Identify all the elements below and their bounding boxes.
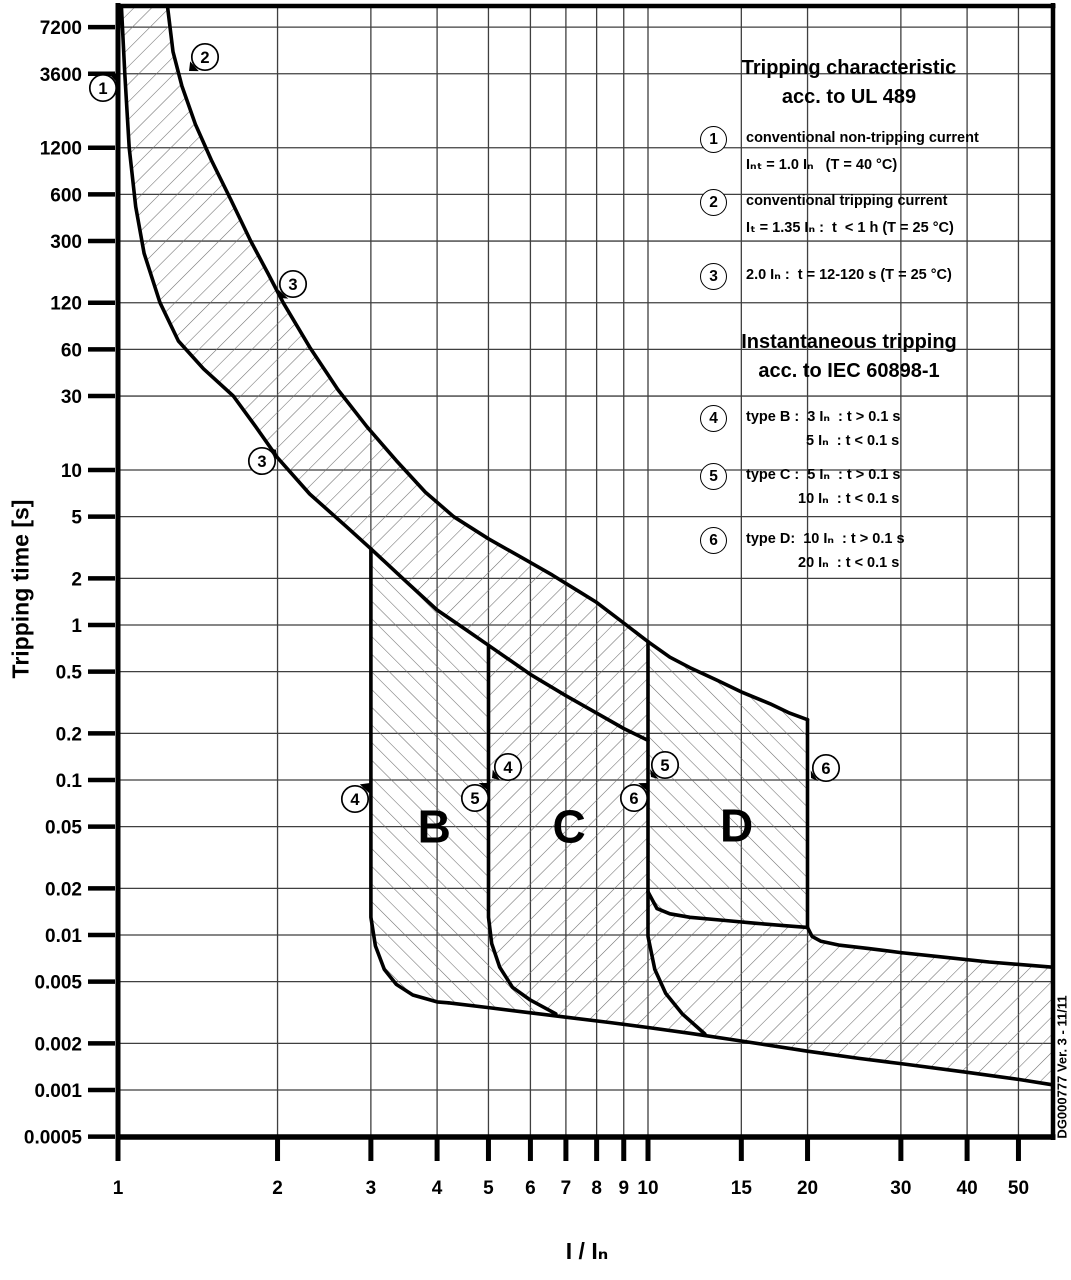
y-tick-label: 30 (60, 387, 82, 409)
x-tick-label: 9 (618, 1178, 630, 1199)
y-tick-label: 2 (71, 569, 82, 591)
legend-item-3-text: 2.0 Iₙ : t = 12-120 s (T = 25 °C) (746, 267, 952, 283)
marker-number-5: 5 (470, 790, 480, 808)
x-tick-label: 10 (637, 1178, 659, 1199)
y-tick-label: 1200 (39, 138, 82, 160)
y-tick-label: 0.02 (45, 879, 82, 901)
y-tick-label: 0.0005 (23, 1127, 82, 1149)
legend-item-6-text2: 20 Iₙ : t < 0.1 s (798, 555, 900, 571)
y-tick-label: 0.002 (34, 1034, 82, 1056)
y-tick-label: 600 (50, 185, 82, 207)
legend-item-5-text: type C : 5 Iₙ : t > 0.1 s (746, 467, 901, 483)
x-tick-label: 2 (272, 1178, 283, 1199)
y-tick-label: 1 (71, 616, 82, 637)
marker-number-3: 3 (257, 453, 267, 471)
legend-item-4-text2: 5 Iₙ : t < 0.1 s (806, 433, 900, 449)
legend-item-4-text: type B : 3 Iₙ : t > 0.1 s (746, 409, 901, 425)
y-axis-label: Tripping time [s] (7, 499, 34, 679)
legend-item-5-text2: 10 Iₙ : t < 0.1 s (798, 491, 900, 507)
region-label-B: B (417, 800, 451, 853)
marker-number-2: 2 (200, 49, 210, 67)
region-label-C: C (552, 800, 586, 853)
y-tick-label: 300 (50, 232, 82, 254)
x-tick-label: 15 (730, 1178, 752, 1199)
legend-item-1-formula: Iₙₜ = 1.0 Iₙ (T = 40 °C) (746, 157, 898, 173)
legend-item-1-text: conventional non-tripping current (746, 130, 979, 146)
legend-badge-1: 1 (700, 126, 727, 153)
x-tick-label: 20 (796, 1178, 819, 1199)
marker-number-6: 6 (629, 790, 639, 808)
x-tick-label: 5 (483, 1178, 494, 1199)
legend-title-iec-line2: acc. to IEC 60898-1 (758, 360, 940, 382)
legend-title-iec-line1: Instantaneous tripping (741, 331, 957, 353)
legend-badge-5: 5 (700, 463, 727, 490)
y-tick-label: 0.05 (45, 817, 82, 839)
legend-badge-4: 4 (700, 405, 727, 432)
y-tick-label: 3600 (39, 64, 82, 86)
y-tick-label: 7200 (39, 18, 82, 40)
legend-title-ul-line1: Tripping characteristic (741, 57, 957, 79)
y-tick-label: 0.001 (34, 1081, 82, 1102)
hatched-regions (121, 6, 1052, 1084)
legend-item-6-text: type D: 10 Iₙ : t > 0.1 s (746, 531, 905, 547)
y-tick-label: 120 (50, 293, 82, 315)
legend-title-ul-line2: acc. to UL 489 (781, 86, 917, 108)
x-axis-label: I / Iₙ (565, 1238, 609, 1264)
marker-number-5: 5 (660, 757, 670, 775)
document-version-note: DG000777 Ver. 3 - 11/11 (1054, 995, 1070, 1139)
region-label-D: D (720, 799, 754, 852)
y-tick-label: 0.2 (55, 724, 82, 746)
x-tick-label: 8 (591, 1178, 602, 1199)
x-tick-label: 4 (431, 1178, 443, 1199)
marker-number-6: 6 (821, 760, 831, 778)
x-tick-label: 40 (956, 1178, 978, 1199)
x-tick-label: 6 (525, 1178, 536, 1199)
marker-number-4: 4 (350, 791, 360, 809)
x-tick-label: 30 (890, 1178, 912, 1199)
legend-badge-6: 6 (700, 527, 727, 554)
y-tick-label: 60 (60, 340, 82, 362)
x-tick-label: 7 (560, 1178, 572, 1199)
legend-badge-3: 3 (700, 263, 727, 290)
y-tick-label: 0.005 (34, 972, 82, 994)
x-tick-label: 50 (1007, 1178, 1030, 1199)
y-tick-label: 0.01 (45, 926, 82, 947)
y-tick-label: 0.1 (55, 771, 82, 792)
y-tick-label: 0.5 (55, 662, 82, 684)
y-tick-label: 10 (60, 461, 82, 482)
x-tick-label: 3 (365, 1178, 377, 1199)
marker-number-3: 3 (288, 276, 298, 294)
legend-badge-2: 2 (700, 189, 727, 216)
y-tick-label: 5 (71, 507, 82, 529)
x-tick-label: 1 (112, 1178, 124, 1199)
marker-number-4: 4 (503, 759, 513, 777)
marker-number-1: 1 (98, 80, 108, 98)
legend-item-2-text: conventional tripping current (746, 193, 948, 209)
legend-item-2-formula: Iₜ = 1.35 Iₙ : t < 1 h (T = 25 °C) (746, 220, 954, 236)
